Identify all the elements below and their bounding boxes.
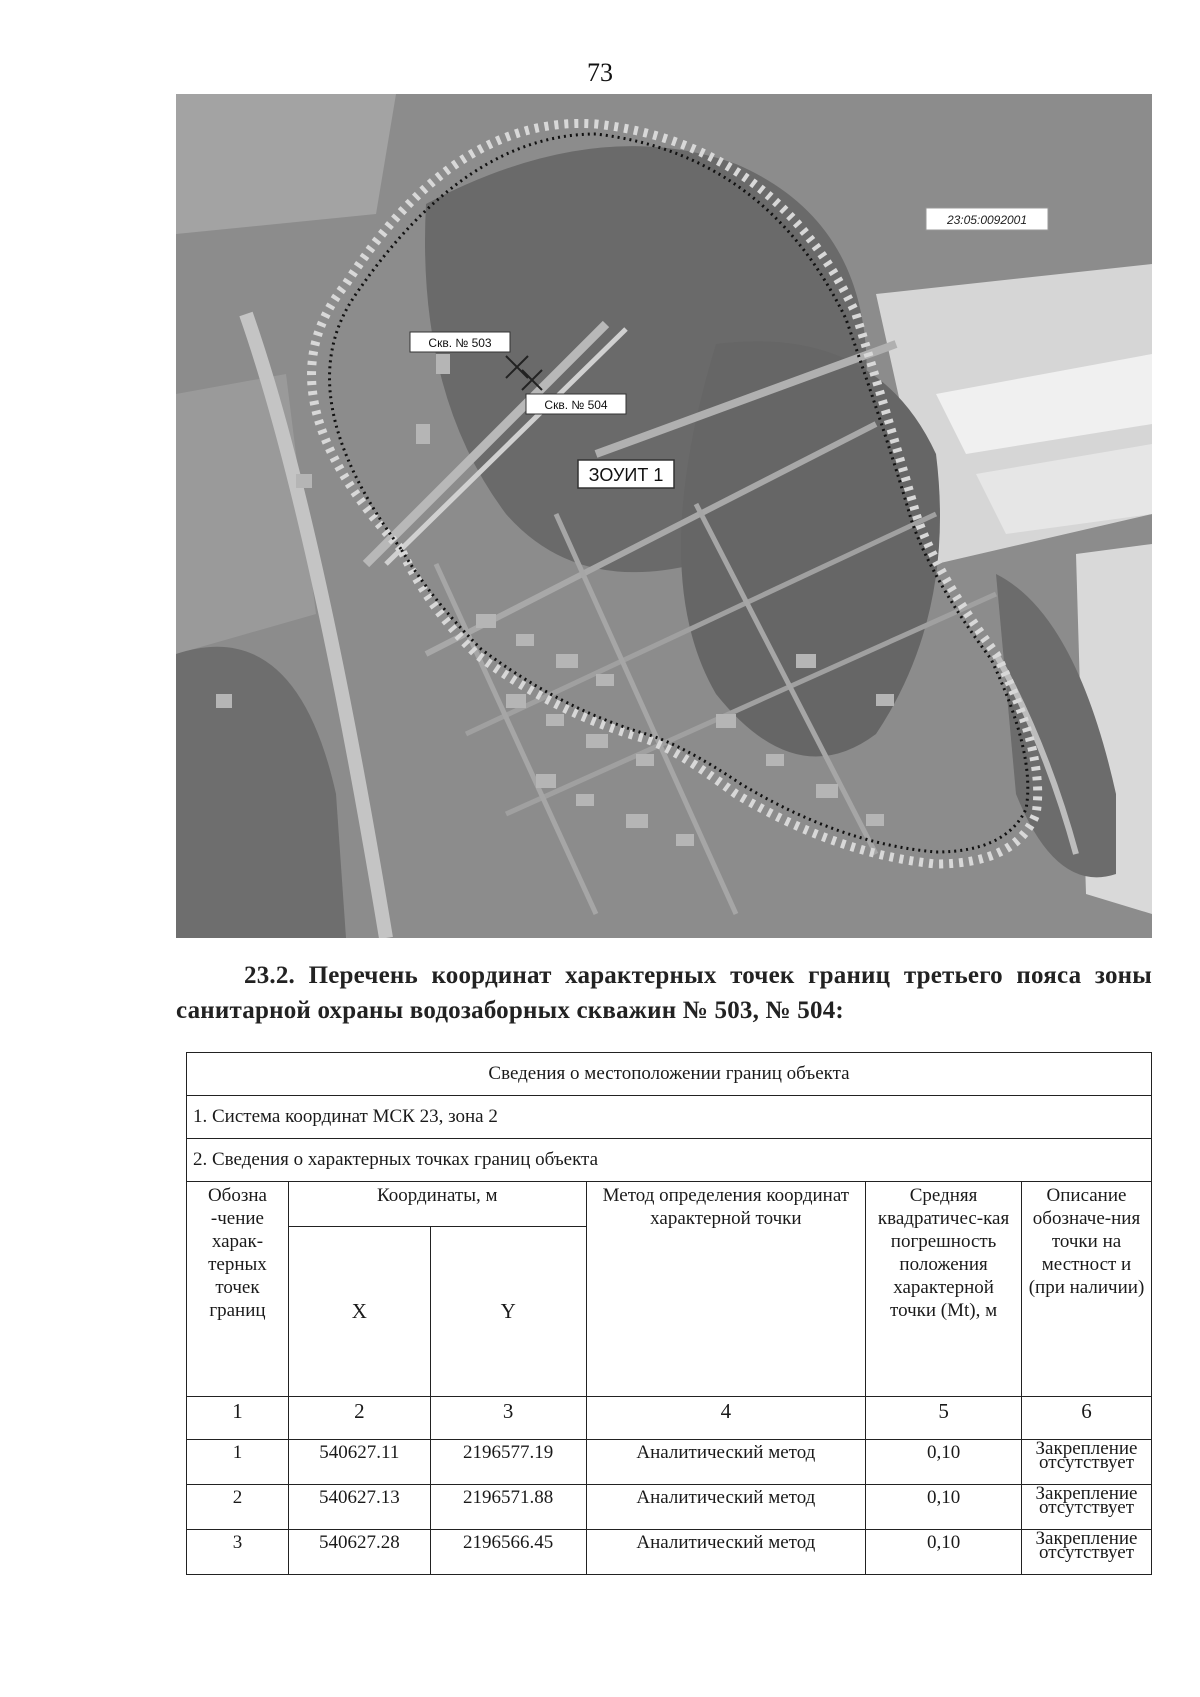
caption-line-1: 23.2. Перечень координат характерных точек границ третьего пояса зоны [244, 962, 1152, 989]
point-x: 540627.13 [288, 1485, 430, 1530]
point-method: Аналитический метод [586, 1530, 866, 1575]
point-method: Аналитический метод [586, 1485, 866, 1530]
point-error: 0,10 [866, 1440, 1022, 1485]
point-description: Закрепление отсутствует [1022, 1530, 1152, 1575]
header-coordinates: Координаты, м [288, 1182, 586, 1227]
well-504-label: Скв. № 504 [544, 398, 608, 412]
header-x: X [288, 1227, 430, 1397]
header-y: Y [430, 1227, 586, 1397]
point-x: 540627.11 [288, 1440, 430, 1485]
point-x: 540627.28 [288, 1530, 430, 1575]
col-number: 3 [430, 1397, 586, 1440]
point-id: 3 [187, 1530, 289, 1575]
col-number: 5 [866, 1397, 1022, 1440]
point-y: 2196577.19 [430, 1440, 586, 1485]
table-row [187, 1530, 1152, 1575]
point-error: 0,10 [866, 1530, 1022, 1575]
zone-label: ЗОУИТ 1 [588, 465, 664, 485]
table-row [187, 1485, 1152, 1530]
points-heading: 2. Сведения о характерных точках границ объекта [187, 1139, 1152, 1182]
col-number: 4 [586, 1397, 866, 1440]
point-error: 0,10 [866, 1485, 1022, 1530]
col-number: 6 [1022, 1397, 1152, 1440]
table-row [187, 1440, 1152, 1485]
point-method: Аналитический метод [586, 1440, 866, 1485]
page-number: 73 [587, 58, 613, 87]
col-number: 2 [288, 1397, 430, 1440]
section-caption [176, 958, 1152, 1028]
col-number: 1 [187, 1397, 289, 1440]
header-error: Средняя квадратичес-кая погрешность положения характерной точки (Mt), м [866, 1182, 1022, 1397]
cadastral-label: 23:05:0092001 [946, 213, 1028, 227]
header-description: Описание обозначе-ния точки на местност и (при наличии) [1022, 1182, 1152, 1397]
coordinates-table [186, 1052, 1152, 1575]
satellite-map [176, 94, 1152, 938]
point-y: 2196571.88 [430, 1485, 586, 1530]
point-id: 2 [187, 1485, 289, 1530]
point-description: Закрепление отсутствует [1022, 1440, 1152, 1485]
header-method: Метод определения координат характерной точки [586, 1182, 866, 1397]
point-id: 1 [187, 1440, 289, 1485]
coordinate-system: 1. Система координат МСК 23, зона 2 [187, 1096, 1152, 1139]
table-title: Сведения о местоположении границ объекта [187, 1053, 1152, 1096]
point-description: Закрепление отсутствует [1022, 1485, 1152, 1530]
header-designation: Обозна -чение харак-терных точек границ [187, 1182, 289, 1397]
well-503-label: Скв. № 503 [428, 336, 492, 350]
map-drawing [176, 94, 1152, 938]
caption-line-2: санитарной охраны водозаборных скважин № 503, № 504: [176, 997, 844, 1024]
point-y: 2196566.45 [430, 1530, 586, 1575]
